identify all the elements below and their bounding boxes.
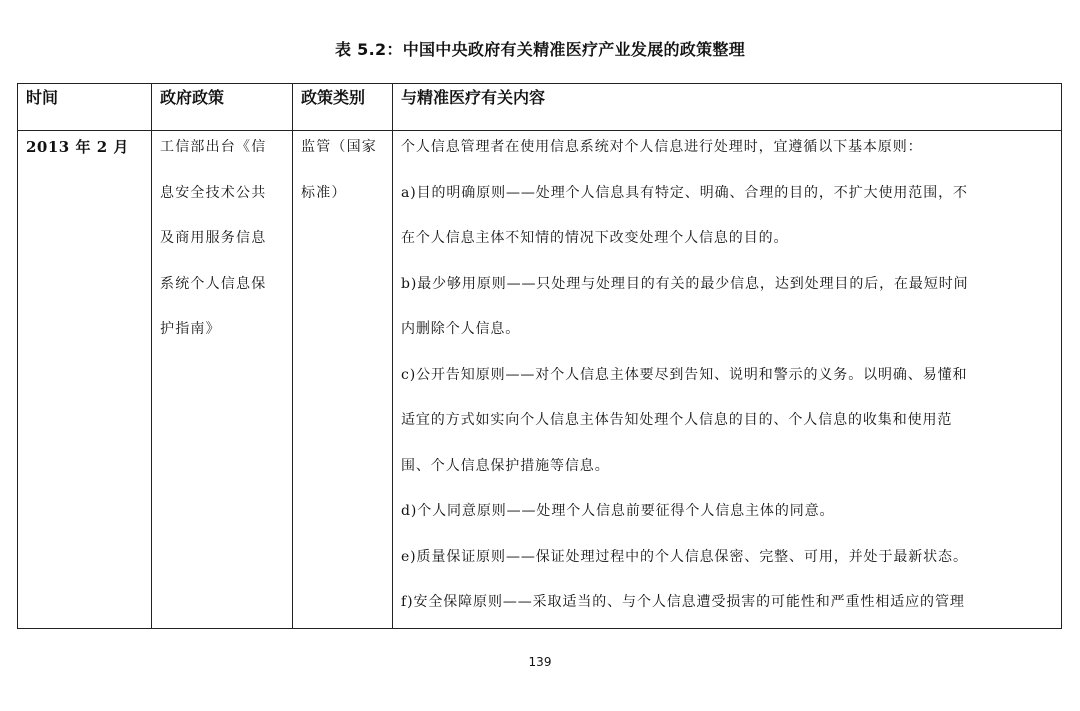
type-line: 监管（国家 (301, 139, 377, 155)
header-content: 与精准医疗有关内容 (393, 84, 1062, 131)
content-line: e)质量保证原则——保证处理过程中的个人信息保密、完整、可用，并处于最新状态。 (401, 548, 968, 565)
type-line: 标准） (301, 184, 347, 201)
table-header-row (18, 84, 1062, 131)
header-type: 政策类别 (293, 84, 393, 131)
policy-line: 息安全技术公共 (160, 184, 267, 201)
header-time: 时间 (18, 84, 152, 131)
cell-content (393, 131, 1062, 629)
table-row (18, 131, 1062, 629)
content-line: b)最少够用原则——只处理与处理目的有关的最少信息，达到处理目的后，在最短时间 (401, 275, 969, 292)
content-line: 在个人信息主体不知情的情况下改变处理个人信息的目的。 (401, 230, 789, 246)
policy-line: 系统个人信息保 (160, 275, 267, 292)
cell-type (293, 131, 393, 629)
content-line: a)目的明确原则——处理个人信息具有特定、明确、合理的目的，不扩大使用范围，不 (401, 184, 968, 201)
content-line: 个人信息管理者在使用信息系统对个人信息进行处理时，宜遵循以下基本原则： (401, 139, 923, 155)
header-policy: 政府政策 (152, 84, 293, 131)
content-line: d)个人同意原则——处理个人信息前要征得个人信息主体的同意。 (401, 503, 835, 519)
table-caption: 表 5.2：中国中央政府有关精准医疗产业发展的政策整理 (334, 40, 745, 59)
cell-time (18, 131, 152, 629)
page-number: 139 (528, 655, 552, 669)
content-line: 内删除个人信息。 (401, 321, 521, 337)
content-line: 围、个人信息保护措施等信息。 (401, 457, 610, 474)
content-line: f)安全保障原则——采取适当的、与个人信息遭受损害的可能性和严重性相适应的管理 (401, 594, 965, 610)
policy-line: 工信部出台《信 (160, 139, 267, 155)
cell-policy (152, 131, 293, 629)
time-value: 2013 年 2 月 (26, 138, 129, 156)
policy-table (17, 83, 1062, 629)
content-line: 适宜的方式如实向个人信息主体告知处理个人信息的目的、个人信息的收集和使用范 (401, 412, 953, 428)
policy-line: 护指南》 (160, 321, 221, 337)
content-line: c)公开告知原则——对个人信息主体要尽到告知、说明和警示的义务。以明确、易懂和 (401, 366, 968, 383)
policy-line: 及商用服务信息 (160, 230, 267, 246)
